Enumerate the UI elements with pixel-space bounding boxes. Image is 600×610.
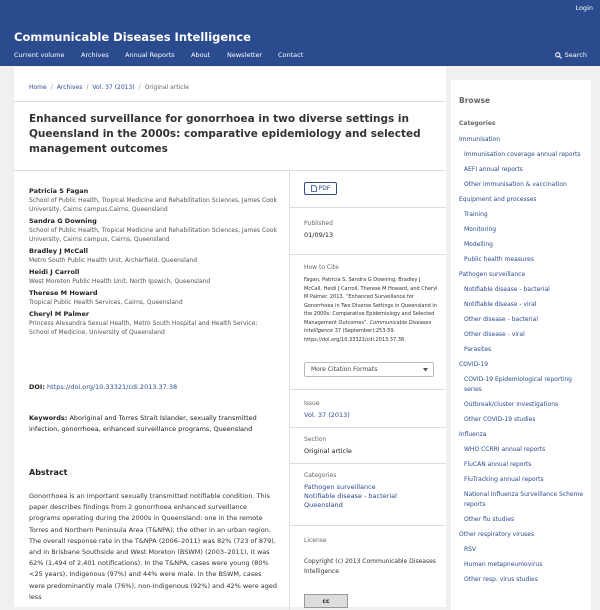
author-name: Patricia S Fagan [29, 187, 89, 195]
browse-sidebar [451, 80, 591, 610]
main-nav [0, 50, 600, 66]
sidebar-subcategory-link[interactable]: Notifiable disease - viral [464, 301, 537, 308]
citation-journal: Communicable Diseases Intelligence [304, 319, 432, 334]
divider [14, 101, 446, 102]
published-block [304, 220, 439, 239]
issue-block [304, 400, 439, 419]
sidebar-subcategory-link[interactable]: Training [464, 211, 488, 218]
file-icon [311, 185, 317, 192]
sidebar-subcategory-link[interactable]: Immunisation coverage annual reports [464, 151, 581, 158]
issue-link[interactable]: Vol. 37 (2013) [304, 411, 350, 419]
published-label: Published [304, 220, 333, 227]
author-name: Cheryl M Palmer [29, 310, 90, 318]
sidebar-subcategory-link[interactable]: Human metapneumovirus [464, 561, 543, 568]
categories-heading: Categories [459, 120, 496, 127]
author-name: Sandra G Downing [29, 217, 97, 225]
sidebar-category-link[interactable]: Other respiratory viruses [459, 531, 535, 538]
sidebar-subcategory-link[interactable]: Monitoring [464, 226, 497, 233]
sidebar-subcategory-link[interactable]: Other flu studies [464, 516, 515, 523]
author-entry [29, 187, 279, 214]
author-affiliation: School of Public Health, Tropical Medicine and Rehabilitation Sciences, James Cook University, Cairns campus, Cairns, Queensland [29, 227, 277, 243]
cc-license-badge[interactable]: cc [304, 594, 348, 608]
author-affiliation: Metro South Public Health Unit, Archerfield, Queensland [29, 257, 198, 264]
sidebar-subcategory-link[interactable]: Other resp. virus studies [464, 576, 538, 583]
license-label: License [304, 537, 327, 544]
license-text: Copyright (c) 2013 Communicable Diseases Intelligence [304, 558, 436, 575]
divider [290, 207, 446, 208]
categories-values [304, 483, 439, 510]
breadcrumb-current: Original article [144, 84, 189, 91]
nav-archives[interactable]: Archives [81, 51, 109, 59]
citation-tail: 37 (September):253-59. https://doi.org/10.33321/cdi.2013.37.38. [304, 328, 406, 343]
sidebar-subcategory-link[interactable]: Notifiable disease - bacterial [464, 286, 550, 293]
sidebar-category-link[interactable]: Pathogen surveillance [459, 271, 526, 278]
license-block [304, 537, 439, 577]
breadcrumb-issue[interactable]: Vol. 37 (2013) [92, 84, 135, 91]
sidebar-subcategory-link[interactable]: Public health measures [464, 256, 534, 263]
doi-line [29, 383, 177, 391]
author-entry [29, 268, 279, 286]
author-entry [29, 217, 279, 244]
categories-block [304, 472, 439, 510]
categories-label: Categories [304, 472, 337, 479]
author-affiliation: School of Public Health, Tropical Medicine and Rehabilitation Sciences, James Cook University, Cairns campus,Cairns, Queensland [29, 197, 277, 213]
pdf-label: PDF [318, 185, 331, 192]
sidebar-subcategory-link[interactable]: WHO CCRRI annual reports [464, 446, 546, 453]
divider [290, 463, 446, 464]
doi-label: DOI: [29, 383, 45, 391]
sidebar-subcategory-link[interactable]: COVID-19 Epidemiological reporting series [464, 376, 572, 393]
author-list [29, 187, 279, 340]
search-button[interactable] [555, 51, 587, 59]
citation-text [304, 276, 439, 344]
keywords-text: Aboriginal and Torres Strait Islander, sexually transmitted infection, gonorrhoea, enhanced surveillance programs, Queensland [29, 414, 257, 433]
sidebar-category-link[interactable]: COVID-19 [459, 361, 489, 368]
sidebar-subcategory-link[interactable]: Outbreak/cluster investigations [464, 401, 559, 408]
article-title: Enhanced surveillance for gonorrhoea in two diverse settings in Queensland in the 2000s: comparative epidemiology and selected management outcomes [29, 113, 421, 155]
divider [290, 254, 446, 255]
section-value: Original article [304, 447, 352, 455]
author-entry [29, 310, 279, 337]
header-bar [0, 0, 600, 66]
sidebar-subcategory-link[interactable]: Other immunisation & vaccination [464, 181, 567, 188]
sidebar-category-link[interactable]: Influenza [459, 431, 487, 438]
sidebar-subcategory-link[interactable]: National Influenza Surveillance Scheme reports [464, 491, 584, 508]
author-entry [29, 289, 279, 307]
author-name: Therese M Howard [29, 289, 98, 297]
sidebar-subcategory-link[interactable]: Parasites [464, 346, 492, 353]
divider [290, 427, 446, 428]
abstract-heading: Abstract [29, 468, 68, 477]
author-affiliation: Princess Alexandra Sexual Health, Metro South Hospital and Health Service; School of Medicine, University of Queensland [29, 320, 258, 336]
caret-down-icon [423, 368, 428, 372]
search-icon [555, 52, 562, 59]
browse-heading: Browse [459, 96, 491, 105]
nav-contact[interactable]: Contact [278, 51, 304, 59]
category-link[interactable]: Pathogen surveillance [304, 483, 376, 491]
sidebar-category-link[interactable]: Immunisation [459, 136, 501, 143]
nav-newsletter[interactable]: Newsletter [227, 51, 263, 59]
category-list [459, 135, 587, 590]
divider [14, 170, 446, 171]
section-block [304, 436, 439, 455]
login-link[interactable]: Login [575, 4, 593, 12]
article-card [14, 67, 446, 607]
breadcrumb-home[interactable]: Home [29, 84, 47, 91]
author-entry [29, 247, 279, 265]
nav-current-volume[interactable]: Current volume [14, 51, 65, 59]
doi-link[interactable]: https://doi.org/10.33321/cdi.2013.37.38 [47, 383, 178, 391]
breadcrumb: Home / Archives / Vol. 37 (2013) / Original article [29, 84, 189, 91]
category-link[interactable]: Notifiable disease - bacterial [304, 492, 397, 500]
author-affiliation: Tropical Public Health Services, Cairns, Queensland [29, 299, 183, 306]
divider [290, 389, 446, 390]
breadcrumb-archives[interactable]: Archives [56, 84, 83, 91]
nav-annual-reports[interactable]: Annual Reports [125, 51, 175, 59]
sidebar-subcategory-link[interactable]: FluCAN annual reports [464, 461, 532, 468]
sidebar-subcategory-link[interactable]: Other COVID-19 studies [464, 416, 536, 423]
cite-label: How to Cite [304, 264, 339, 271]
keywords-label: Keywords: [29, 414, 68, 422]
issue-value [304, 411, 439, 419]
citation-format-label: More Citation Formats [311, 366, 378, 373]
citation-main: Fagan, Patricia S, Sandra G Downing, Bradley J McCall, Heidi J Carroll, Therese M Howard, and Cheryl M Palmer. 2013. “Enhanced Surveillance for Gonorrhoea in Two Diverse Settings in Queensland in the 2000s: Comparative Epidemiology and Selected Management Outcomes”. [304, 277, 438, 326]
divider [290, 525, 446, 526]
nav-about[interactable]: About [191, 51, 211, 59]
citation-format-dropdown[interactable] [304, 362, 434, 377]
keywords [29, 413, 279, 435]
pdf-button[interactable] [304, 182, 337, 195]
sidebar-subcategory-link[interactable]: AEFI annual reports [464, 166, 523, 173]
sidebar-subcategory-link[interactable]: RSV [464, 546, 477, 553]
sidebar-category-link[interactable]: Equipment and processes [459, 196, 537, 203]
sidebar-subcategory-link[interactable]: FluTracking annual reports [464, 476, 544, 483]
author-affiliation: West Moreton Public Health Unit, North Ipswich, Queensland [29, 278, 211, 285]
published-date: 01/09/13 [304, 231, 334, 239]
column-divider [289, 170, 290, 610]
category-link[interactable]: Queensland [304, 501, 343, 509]
sidebar-subcategory-link[interactable]: Modelling [464, 241, 493, 248]
author-name: Bradley J McCall [29, 247, 88, 255]
issue-label: Issue [304, 400, 320, 407]
citation-block [304, 264, 439, 344]
author-name: Heidi J Carroll [29, 268, 80, 276]
section-label: Section [304, 436, 327, 443]
abstract-text: Gonorrhoea is an important sexually transmitted notifiable condition. This paper describes findings from 2 gonorrhoea enhanced surveillance programs operating during the 2000s in Queensland: one in the remote Torres and Northern Peninsula Area (T&NPA); the other in an urban region. The overall response rate in the T&NPA (2006–2011) was 82% (723 of 879), and in Brisbane Southside and West Moreton (BSWM) (2003–2011), it was 62% (1,494 of 2,401 notifications). In the T&NPA, cases were young (80% <25 years), Indigenous (97%) and 44% were male. In the BSWM, cases were predominantly male (76%), non-Indigenous (92%) and 42% were aged less [29, 492, 277, 601]
search-label: Search [564, 51, 587, 59]
site-title[interactable]: Communicable Diseases Intelligence [14, 30, 251, 44]
sidebar-subcategory-link[interactable]: Other disease - bacterial [464, 316, 539, 323]
sidebar-subcategory-link[interactable]: Other disease - viral [464, 331, 525, 338]
